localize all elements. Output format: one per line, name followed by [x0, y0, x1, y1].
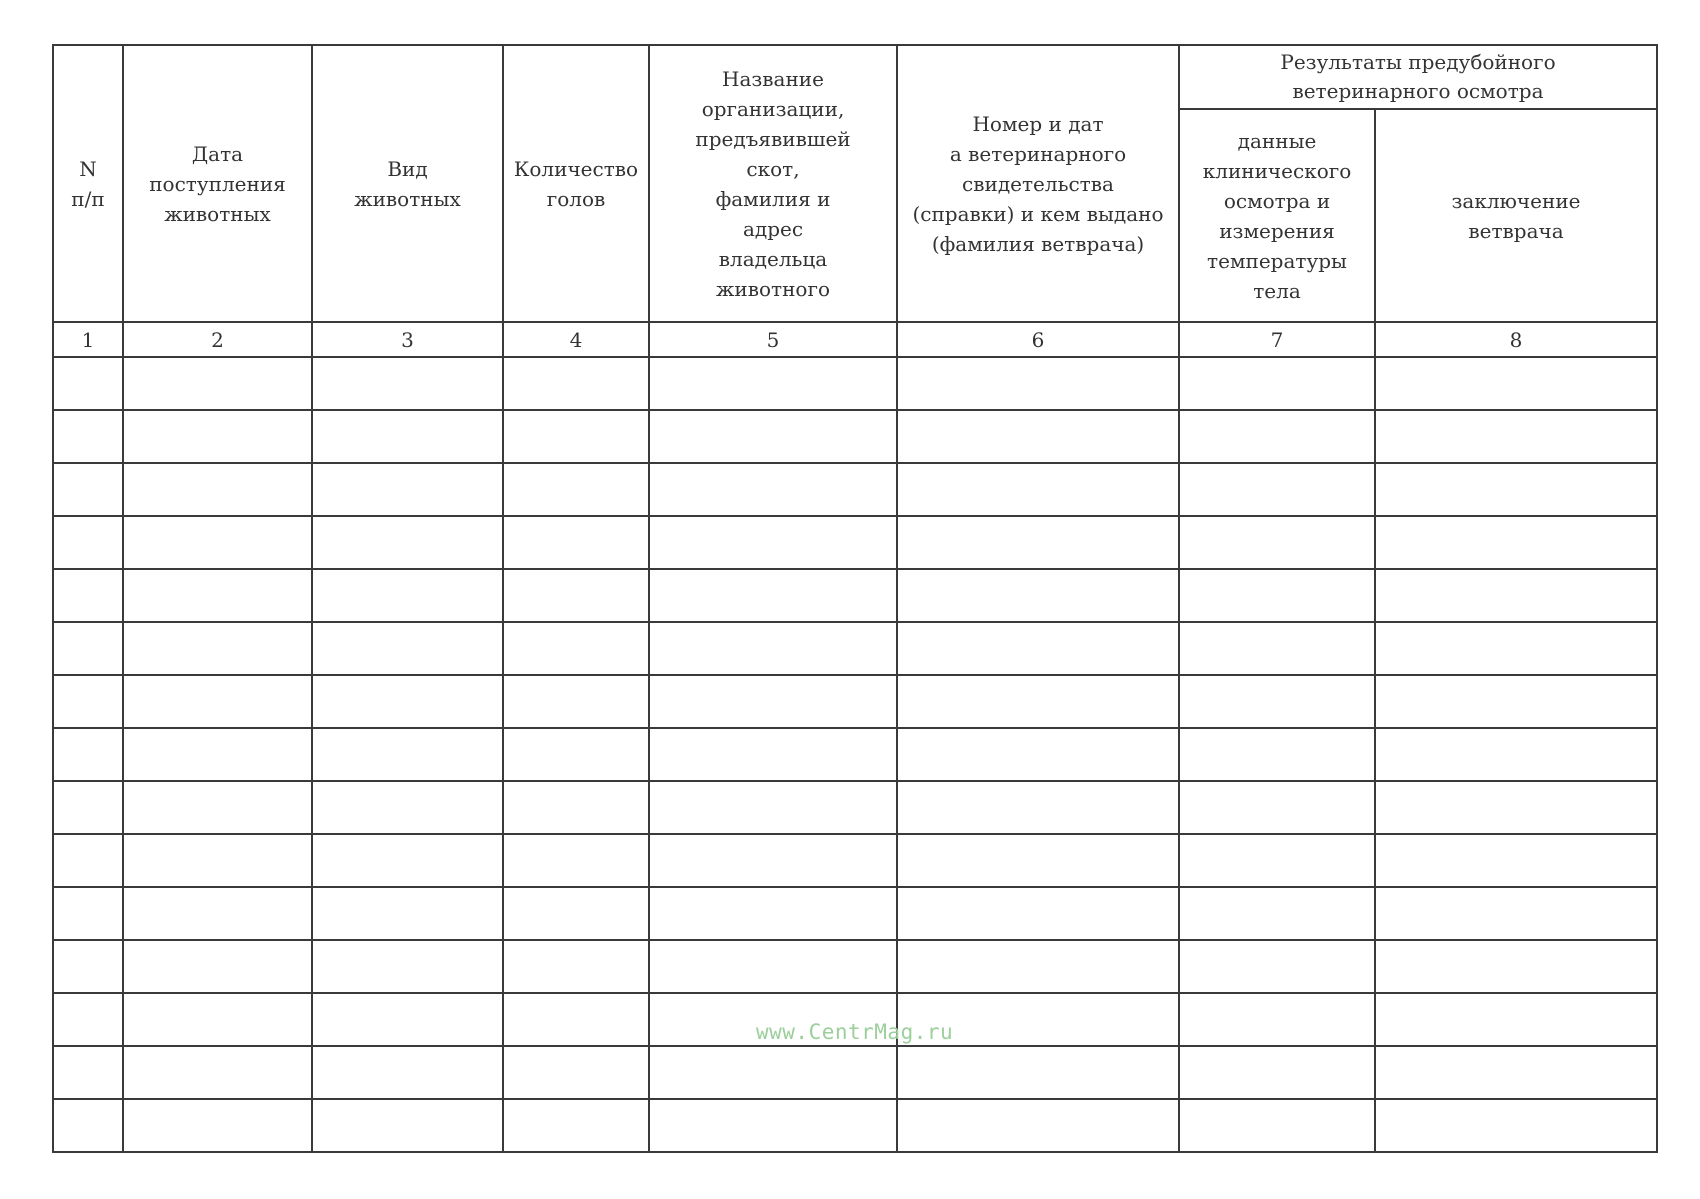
empty-cell	[312, 463, 503, 516]
header-clinical-data: данные клинического осмотра и измерения температуры тела	[1179, 109, 1375, 322]
empty-cell	[897, 516, 1179, 569]
empty-cell	[503, 357, 649, 410]
empty-cell	[1375, 993, 1657, 1046]
column-number: 6	[897, 322, 1179, 357]
empty-cell	[1179, 887, 1375, 940]
empty-cell	[1179, 463, 1375, 516]
empty-cell	[53, 834, 123, 887]
empty-cell	[312, 940, 503, 993]
table-row	[53, 834, 1657, 887]
empty-cell	[503, 834, 649, 887]
empty-cell	[1179, 675, 1375, 728]
empty-cell	[1375, 940, 1657, 993]
empty-cell	[1179, 410, 1375, 463]
empty-cell	[312, 622, 503, 675]
empty-cell	[53, 940, 123, 993]
empty-cell	[312, 516, 503, 569]
empty-cell	[897, 410, 1179, 463]
empty-cell	[123, 569, 312, 622]
empty-cell	[123, 993, 312, 1046]
empty-cell	[503, 1099, 649, 1152]
empty-cell	[1179, 940, 1375, 993]
empty-cell	[649, 516, 897, 569]
empty-cell	[53, 993, 123, 1046]
column-number-row	[53, 322, 1657, 357]
empty-cell	[897, 1099, 1179, 1152]
table-row	[53, 887, 1657, 940]
table-row	[53, 781, 1657, 834]
empty-cell	[897, 463, 1179, 516]
column-number: 3	[312, 322, 503, 357]
empty-cell	[123, 834, 312, 887]
empty-cell	[1375, 887, 1657, 940]
empty-cell	[53, 516, 123, 569]
empty-cell	[53, 357, 123, 410]
empty-cell	[123, 1046, 312, 1099]
table-row	[53, 410, 1657, 463]
empty-cell	[649, 357, 897, 410]
empty-cell	[123, 887, 312, 940]
empty-cell	[53, 781, 123, 834]
empty-cell	[649, 1099, 897, 1152]
empty-cell	[1179, 993, 1375, 1046]
empty-cell	[503, 940, 649, 993]
header-organization-owner: Название организации, предъявившей скот, фамилия и адрес владельца животного	[649, 45, 897, 322]
empty-cell	[123, 463, 312, 516]
empty-cell	[1375, 357, 1657, 410]
empty-cell	[503, 410, 649, 463]
empty-cell	[1375, 622, 1657, 675]
empty-cell	[503, 675, 649, 728]
empty-cell	[312, 1099, 503, 1152]
empty-cell	[1375, 1099, 1657, 1152]
header-row-top	[53, 45, 1657, 109]
table-row	[53, 569, 1657, 622]
empty-cell	[1375, 834, 1657, 887]
empty-cell	[649, 781, 897, 834]
empty-cell	[1375, 516, 1657, 569]
table-row	[53, 940, 1657, 993]
empty-cell	[1179, 569, 1375, 622]
empty-cell	[1179, 357, 1375, 410]
empty-cell	[503, 569, 649, 622]
empty-cell	[503, 728, 649, 781]
empty-cell	[897, 1046, 1179, 1099]
empty-cell	[312, 993, 503, 1046]
empty-cell	[503, 887, 649, 940]
empty-cell	[897, 940, 1179, 993]
empty-cell	[1375, 728, 1657, 781]
table-row	[53, 516, 1657, 569]
empty-cell	[1179, 834, 1375, 887]
empty-cell	[312, 781, 503, 834]
empty-cell	[1375, 410, 1657, 463]
empty-cell	[53, 675, 123, 728]
empty-cell	[312, 1046, 503, 1099]
empty-cell	[1179, 1099, 1375, 1152]
empty-cell	[1179, 516, 1375, 569]
empty-cell	[312, 887, 503, 940]
empty-cell	[312, 834, 503, 887]
empty-cell	[1375, 569, 1657, 622]
column-number: 8	[1375, 322, 1657, 357]
table-row	[53, 1099, 1657, 1152]
empty-cell	[312, 728, 503, 781]
column-number: 4	[503, 322, 649, 357]
column-number: 1	[53, 322, 123, 357]
empty-cell	[312, 357, 503, 410]
empty-cell	[1375, 463, 1657, 516]
column-number: 5	[649, 322, 897, 357]
empty-cell	[1179, 1046, 1375, 1099]
empty-cell	[503, 1046, 649, 1099]
header-arrival-date: Дата поступления животных	[123, 45, 312, 322]
table-row	[53, 675, 1657, 728]
empty-cell	[503, 993, 649, 1046]
empty-cell	[123, 357, 312, 410]
empty-cell	[53, 887, 123, 940]
empty-cell	[1179, 622, 1375, 675]
empty-cell	[649, 834, 897, 887]
empty-cell	[649, 940, 897, 993]
empty-cell	[897, 728, 1179, 781]
column-number: 2	[123, 322, 312, 357]
empty-cell	[649, 463, 897, 516]
empty-cell	[897, 622, 1179, 675]
table-row	[53, 728, 1657, 781]
empty-cell	[123, 622, 312, 675]
table-row	[53, 1046, 1657, 1099]
empty-cell	[1179, 728, 1375, 781]
empty-cell	[123, 940, 312, 993]
empty-cell	[53, 410, 123, 463]
empty-cell	[649, 887, 897, 940]
empty-cell	[897, 675, 1179, 728]
column-number: 7	[1179, 322, 1375, 357]
empty-cell	[897, 781, 1179, 834]
empty-cell	[312, 569, 503, 622]
empty-cell	[123, 516, 312, 569]
empty-cell	[503, 516, 649, 569]
header-number: N п/п	[53, 45, 123, 322]
empty-cell	[53, 1046, 123, 1099]
empty-cell	[312, 410, 503, 463]
empty-cell	[1375, 675, 1657, 728]
header-preslaughter-results: Результаты предубойного ветеринарного осмотра	[1179, 45, 1657, 109]
empty-cell	[649, 728, 897, 781]
empty-cell	[649, 675, 897, 728]
empty-cell	[897, 887, 1179, 940]
empty-cell	[123, 675, 312, 728]
header-animal-type: Вид животных	[312, 45, 503, 322]
empty-cell	[897, 569, 1179, 622]
empty-cell	[897, 834, 1179, 887]
empty-cell	[503, 781, 649, 834]
empty-cell	[123, 1099, 312, 1152]
register-table	[52, 44, 1658, 1153]
table-row	[53, 622, 1657, 675]
empty-cell	[649, 410, 897, 463]
empty-cell	[123, 410, 312, 463]
empty-cell	[53, 728, 123, 781]
header-head-count: Количество голов	[503, 45, 649, 322]
empty-cell	[1179, 781, 1375, 834]
empty-cell	[649, 569, 897, 622]
empty-cell	[123, 728, 312, 781]
empty-cell	[53, 463, 123, 516]
empty-cell	[123, 781, 312, 834]
empty-cell	[312, 675, 503, 728]
header-vet-conclusion: заключение ветврача	[1375, 109, 1657, 322]
empty-cell	[649, 1046, 897, 1099]
empty-cell	[503, 463, 649, 516]
table-row	[53, 357, 1657, 410]
watermark: www.CentrMag.ru	[756, 1020, 954, 1044]
empty-cell	[53, 1099, 123, 1152]
empty-cell	[897, 357, 1179, 410]
empty-cell	[1375, 1046, 1657, 1099]
empty-cell	[1375, 781, 1657, 834]
header-vet-certificate: Номер и дат а ветеринарного свидетельства (справки) и кем выдано (фамилия ветврача)	[897, 45, 1179, 322]
table-row	[53, 463, 1657, 516]
empty-cell	[53, 569, 123, 622]
empty-cell	[649, 622, 897, 675]
empty-cell	[503, 622, 649, 675]
empty-cell	[53, 622, 123, 675]
